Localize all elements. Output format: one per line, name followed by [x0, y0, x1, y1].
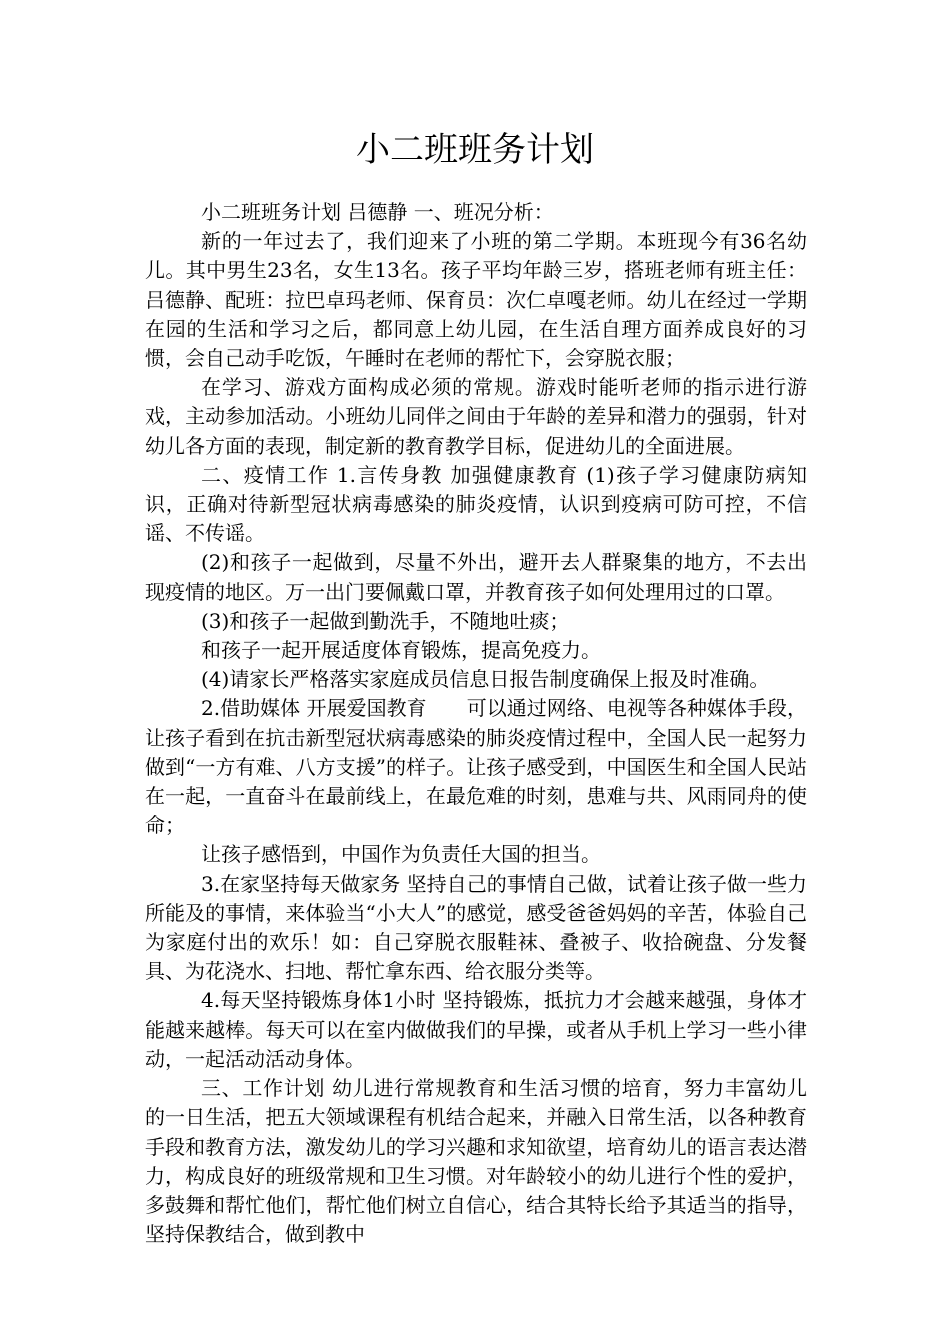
paragraph: (4)请家长严格落实家庭成员信息日报告制度确保上报及时准确。 [201, 667, 770, 692]
paragraph: 让孩子感悟到，中国作为负责任大国的担当。 [201, 842, 601, 867]
paragraph: (3)和孩子一起做到勤洗手，不随地吐痰； [201, 608, 570, 633]
paragraph: 二、疫情工作 1.言传身教 加强健康教育 (1)孩子学习健康防病知识，正确对待新型冠状病毒感染的肺炎疫情，认识到疫病可防可控，不信谣、不传谣。 [145, 462, 807, 546]
paragraph: 新的一年过去了，我们迎来了小班的第二学期。本班现今有36名幼儿。其中男生23名，女生13名。孩子平均年龄三岁，搭班老师有班主任：吕德静、配班：拉巴卓玛老师、保育员：次仁卓嘎老师。幼儿在经过一学期在园的生活和学习之后，都同意上幼儿园，在生活自理方面养成良好的习惯，会自己动手吃饭，午睡时在老师的帮忙下，会穿脱衣服； [145, 229, 807, 371]
paragraph: 4.每天坚持锻炼身体1小时 坚持锻炼，抵抗力才会越来越强，身体才能越来越棒。每天可以在室内做做我们的早操，或者从手机上学习一些小律动，一起活动活动身体。 [145, 988, 807, 1071]
paragraph: 小二班班务计划 吕德静 一、班况分析： [201, 200, 554, 224]
paragraph: (2)和孩子一起做到，尽量不外出，避开去人群聚集的地方，不去出现疫情的地区。万一出门要佩戴口罩，并教育孩子如何处理用过的口罩。 [145, 550, 807, 604]
paragraph: 3.在家坚持每天做家务 坚持自己的事情自己做，试着让孩子做一些力所能及的事情，来体验当“小大人”的感觉，感受爸爸妈妈的辛苦，体验自己为家庭付出的欢乐！如：自己穿脱衣服鞋袜、叠被子、收拾碗盘、分发餐具、为花浇水、扫地、帮忙拿东西、给衣服分类等。 [145, 871, 807, 984]
paragraph: 在学习、游戏方面构成必须的常规。游戏时能听老师的指示进行游戏，主动参加活动。小班幼儿同伴之间由于年龄的差异和潜力的强弱，针对幼儿各方面的表现，制定新的教育教学目标，促进幼儿的全面进展。 [145, 375, 807, 458]
document-body [145, 198, 807, 1249]
paragraph: 2.借助媒体 开展爱国教育 可以通过网络、电视等各种媒体手段，让孩子看到在抗击新型冠状病毒感染的肺炎疫情过程中，全国人民一起努力做到“一方有难、八方支援”的样子。让孩子感受到，中国医生和全国人民站在一起，一直奋斗在最前线上，在最危难的时刻，患难与共、风雨同舟的使命； [145, 696, 807, 838]
paragraph: 三、工作计划 幼儿进行常规教育和生活习惯的培育，努力丰富幼儿的一日生活，把五大领域课程有机结合起来，并融入日常生活，以各种教育手段和教育方法，激发幼儿的学习兴趣和求知欲望，培育幼儿的语言表达潜力，构成良好的班级常规和卫生习惯。对年龄较小的幼儿进行个性的爱护，多鼓舞和帮忙他们，帮忙他们树立自信心，结合其特长给予其适当的指导，坚持保教结合，做到教中 [145, 1076, 807, 1247]
paragraph: 和孩子一起开展适度体育锻炼，提高免疫力。 [201, 638, 601, 663]
document-title: 小二班班务计划 [356, 130, 594, 170]
